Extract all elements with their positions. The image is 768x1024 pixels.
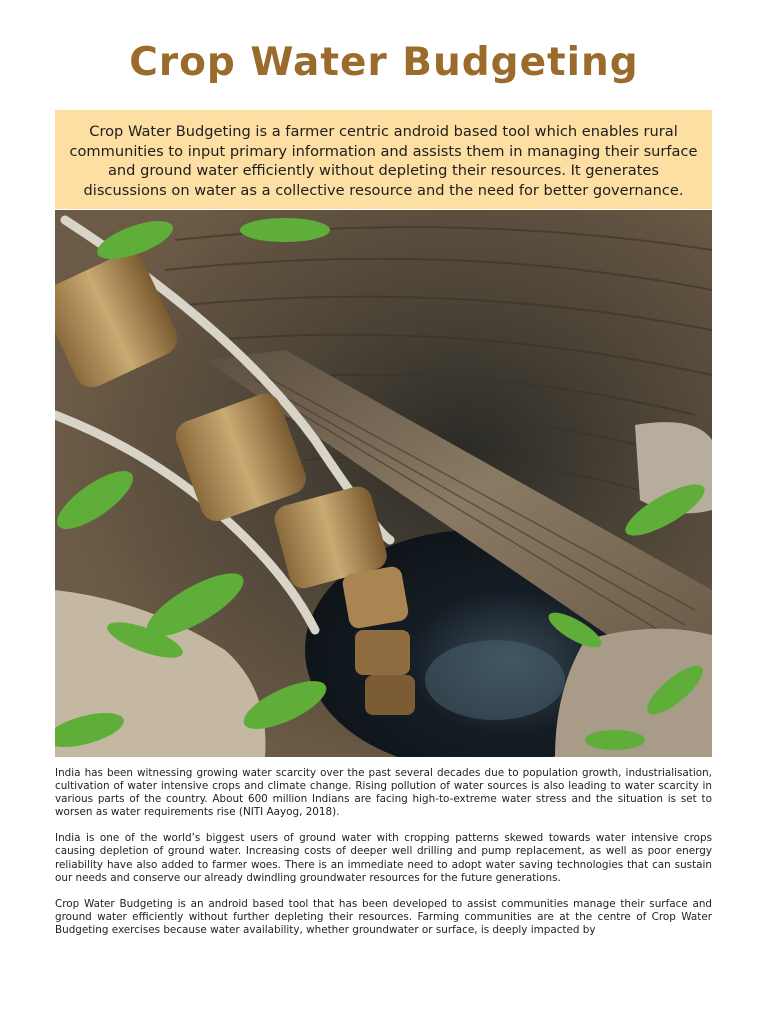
well-photo: [55, 210, 712, 757]
paragraph-3: Crop Water Budgeting is an android based tool that has been developed to assist communities manage their surface and ground water efficiently without further depleting their resources. Farming communities are at the centre of Crop Water Budgeting exercises because water availability, whether groundwater or surface, is deeply impacted by: [55, 897, 712, 936]
paragraph-1: India has been witnessing growing water scarcity over the past several decades due to population growth, industrialisation, cultivation of water intensive crops and climate change. Rising pollution of water sources is also leading to water scarcity in various parts of the country. About 600 million Indians are facing high-to-extreme water stress and the situation is set to worsen as water requirements rise (NITI Aayog, 2018).: [55, 767, 712, 819]
intro-text: Crop Water Budgeting is a farmer centric android based tool which enables rural communities to input primary information and assists them in managing their surface and ground water efficiently without depleting their resources. It generates discussions on water as a collective resource and the need for better governance.: [69, 123, 698, 199]
article-body: [55, 767, 712, 950]
intro-box: [55, 110, 712, 209]
page-title: Crop Water Budgeting: [129, 40, 639, 85]
paragraph-2: India is one of the world’s biggest users of ground water with cropping patterns skewed towards water intensive crops causing depletion of ground water. Increasing costs of deeper well drilling and pump replacement, as well as poor energy reliability have also added to farmer woes. There is an immediate need to adopt water saving technologies that can sustain our needs and conserve our already dwindling groundwater resources for the future generations.: [55, 832, 712, 884]
well-photo-illustration: [55, 210, 712, 757]
water-reflection: [425, 640, 565, 720]
